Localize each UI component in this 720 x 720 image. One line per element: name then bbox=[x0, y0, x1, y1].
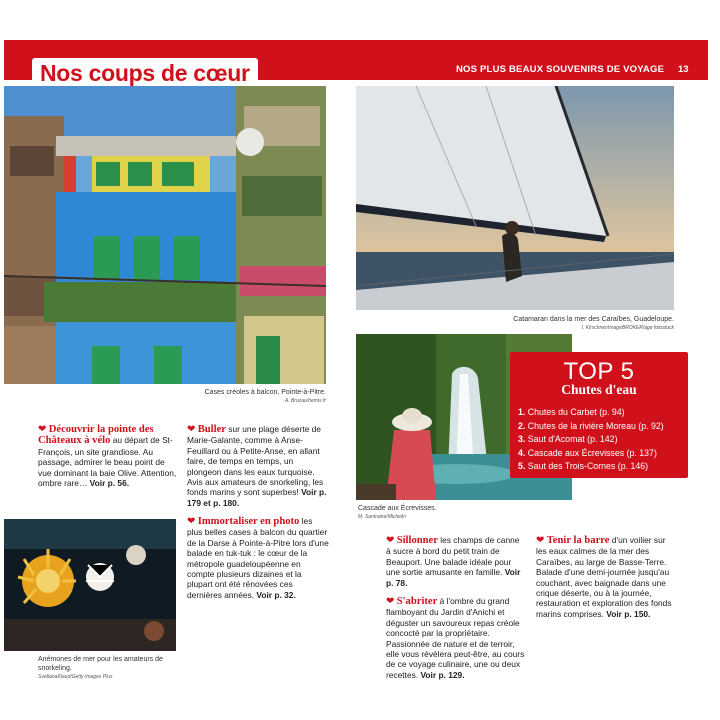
heart-icon: ❤ bbox=[38, 424, 47, 435]
entry-tenir bbox=[536, 535, 676, 619]
entry-ref: Voir p. 32. bbox=[256, 589, 296, 600]
entry-ref: Voir p. 56. bbox=[89, 478, 130, 489]
top5-item bbox=[518, 433, 664, 447]
page-title: Nos coups de cœur bbox=[40, 60, 250, 86]
photo-catamaran bbox=[356, 86, 674, 310]
top5-item bbox=[518, 406, 664, 420]
photo-credit: SvetlanaKlaud/Getty Images Plus bbox=[38, 674, 113, 680]
entry-decouvrir bbox=[38, 424, 178, 488]
caption-text: Cases créoles à balcon, Pointe-à-Pitre. bbox=[204, 389, 326, 396]
caption-waterfall bbox=[358, 504, 538, 522]
top5-item bbox=[518, 460, 664, 474]
heart-icon: ❤ bbox=[187, 424, 196, 435]
photo-credit: A. Bruzau/hemis.fr bbox=[284, 398, 326, 404]
top5-item bbox=[518, 447, 664, 461]
caption-creole-houses bbox=[150, 388, 326, 406]
entry-heading: S'abriter bbox=[396, 596, 438, 607]
entry-heading: Buller bbox=[197, 424, 226, 435]
page-number: 13 bbox=[678, 64, 689, 75]
entry-heading: Découvrir la pointe des Châteaux à vélo bbox=[38, 424, 154, 447]
top5-item bbox=[518, 420, 664, 434]
photo-creole-houses bbox=[4, 86, 326, 384]
top5-list bbox=[518, 406, 664, 474]
heart-icon: ❤ bbox=[386, 535, 395, 546]
entry-sabriter bbox=[386, 596, 526, 680]
top5-label: TOP 5 bbox=[563, 358, 635, 385]
caption-text: Catamaran dans la mer des Caraïbes, Guadeloupe. bbox=[513, 316, 674, 323]
top5-rank: 2. bbox=[518, 420, 526, 431]
caption-text: Cascade aux Écrevisses. bbox=[358, 505, 437, 512]
header-tab bbox=[32, 58, 258, 86]
caption-catamaran bbox=[450, 315, 674, 333]
entry-heading: Immortaliser en photo bbox=[197, 516, 300, 527]
top5-subtitle: Chutes d'eau bbox=[561, 382, 637, 397]
photo-credit: I. Kirschner/imageBROKER/age fotostock bbox=[581, 325, 674, 331]
top5-text: Cascade aux Écrevisses (p. 137) bbox=[527, 447, 657, 458]
top5-box bbox=[510, 352, 688, 478]
top5-rank: 3. bbox=[518, 434, 526, 445]
top5-text: Chutes du Carbet (p. 94) bbox=[527, 407, 625, 417]
top5-rank: 4. bbox=[518, 447, 526, 458]
entry-body: sur une plage déserte de Marie-Galante, comme à Anse-Feuillard ou à Petite-Anse, en allant faire, de temps en temps, un plongeon dans les eaux turquoise. Avis aux amateurs de snorkeling, les fonds marins y sont superbes! bbox=[187, 424, 324, 498]
top5-text: Saut d'Acomat (p. 142) bbox=[527, 434, 618, 445]
entry-body: les champs de canne à sucre à bord du petit train de Beauport. Une balade idéale pour une sortie amusante en famille. bbox=[386, 535, 520, 578]
entry-ref: Voir p. 150. bbox=[606, 608, 651, 619]
entry-buller bbox=[187, 424, 329, 508]
entry-ref: Voir p. 78. bbox=[386, 567, 521, 588]
top5-text: Saut des Trois-Cornes (p. 146) bbox=[527, 461, 649, 472]
entry-body: d'un voilier sur les eaux calmes de la mer des Caraïbes, au large de Basse-Terre. Balade d'une demi-journée jusqu'au couchant, avec baignade dans une crique déserte, ou à la journée, restauration et exploration des fonds marins comprises. bbox=[536, 535, 672, 619]
running-head: NOS PLUS BEAUX SOUVENIRS DE VOYAGE bbox=[456, 64, 665, 75]
entry-body: les plus belles cases à balcon du quartier de la Darse à Pointe-à-Pitre lors d'une balade en tuk-tuk : le cœur de la métropole guadeloupéenne en compte plusieurs dizaines et la plupart ont été rénovées ces dernières années. bbox=[187, 516, 329, 600]
entry-body: à l'ombre du grand flamboyant du Jardin d'Anichi et déguster un savoureux repas créole concocté par la propriétaire. Passionnée de nature et de terroir, elle vous révèlera peut-être, au cours de ce voyage culinaire, une ou deux recettes. bbox=[386, 596, 525, 680]
caption-anemones bbox=[38, 655, 176, 682]
entry-ref: Voir p. 129. bbox=[420, 669, 465, 680]
entry-heading: Tenir la barre bbox=[546, 535, 610, 546]
heart-icon: ❤ bbox=[536, 535, 545, 546]
entry-immortaliser bbox=[187, 516, 329, 600]
heart-icon: ❤ bbox=[386, 596, 395, 607]
entry-body: au départ de St-François, un site grandiose. Au passage, admirer le beau point de vue dominant la baie Olive. Attention, ombre rare… bbox=[38, 435, 177, 489]
top5-rank: 5. bbox=[518, 461, 526, 472]
heart-icon: ❤ bbox=[187, 516, 196, 527]
entry-ref: Voir p. 179 et p. 180. bbox=[187, 487, 327, 508]
photo-credit: M. Santraine/Michelin bbox=[358, 514, 407, 520]
top5-rank: 1. bbox=[518, 407, 526, 417]
entry-heading: Sillonner bbox=[396, 535, 438, 546]
top5-text: Chutes de la rivière Moreau (p. 92) bbox=[527, 420, 664, 431]
photo-anemones bbox=[4, 519, 176, 651]
caption-text: Anémones de mer pour les amateurs de snorkeling. bbox=[38, 656, 163, 672]
entry-sillonner bbox=[386, 535, 526, 588]
